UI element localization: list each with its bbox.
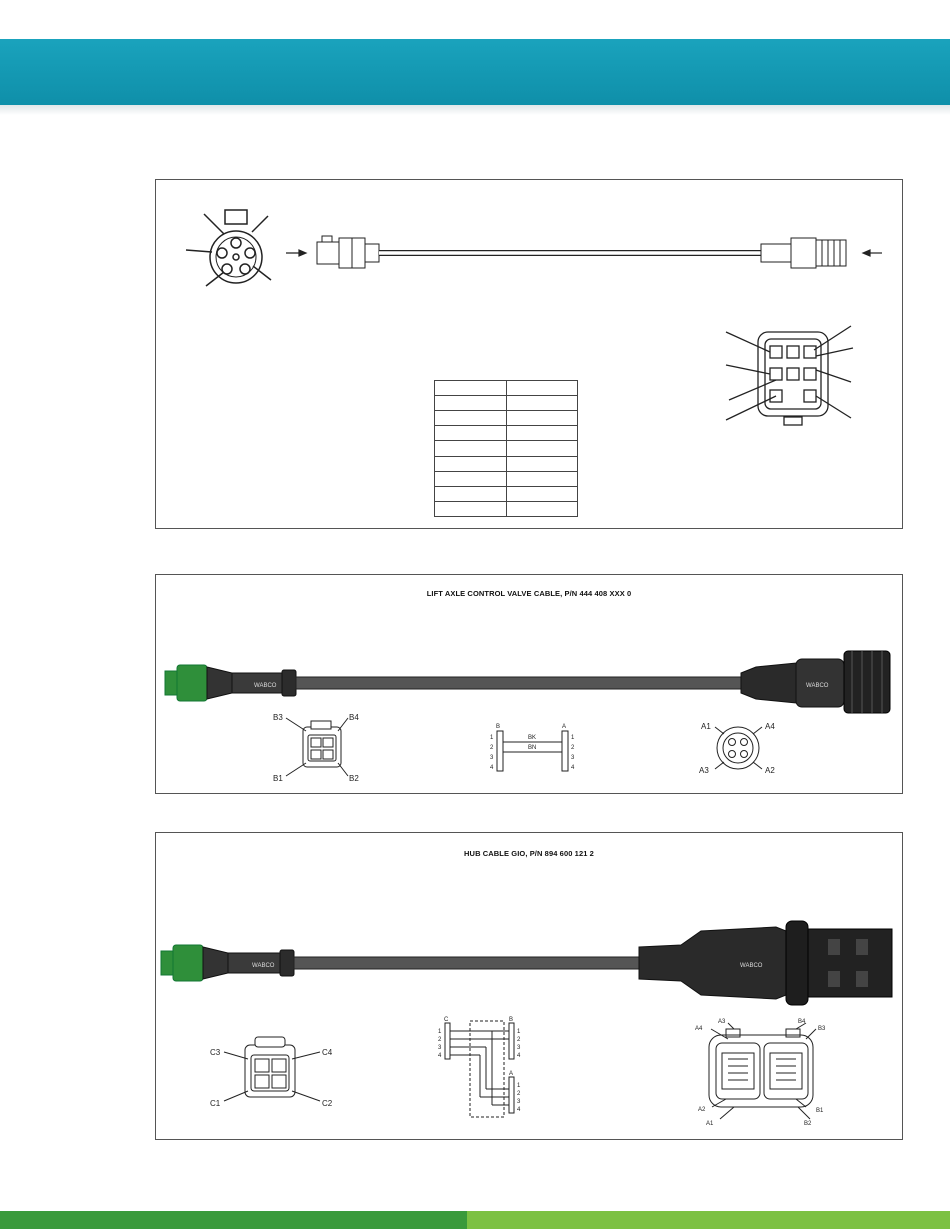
- panel-hub-cable: [155, 832, 903, 1140]
- panel-lift-axle-cable: [155, 574, 903, 794]
- c-connector-face: [224, 1037, 320, 1101]
- footer-bar-right: [467, 1211, 950, 1229]
- pin-left-1: 1: [490, 735, 494, 741]
- hub-cable-svg: [156, 833, 904, 1141]
- label-hub-b4: B4: [798, 1019, 806, 1025]
- pin-left-4: 4: [490, 765, 494, 771]
- label-hub-b3: B3: [818, 1026, 826, 1032]
- label-hub-b2: B2: [804, 1121, 812, 1127]
- lift-axle-cable-line: [296, 677, 741, 689]
- hub-schematic-header-a: A: [509, 1071, 514, 1077]
- label-hub-a2: A2: [698, 1107, 706, 1113]
- a-connector-face: [715, 727, 762, 769]
- green-connector-left-hub: [161, 945, 294, 981]
- pin-right-3: 3: [571, 755, 575, 761]
- pin-right-1: 1: [571, 735, 575, 741]
- hub-pin-c-1: 1: [438, 1029, 442, 1035]
- schematic-header-b: B: [496, 724, 501, 730]
- hub-pin-b-4: 4: [517, 1053, 521, 1059]
- label-a1: A1: [701, 722, 711, 731]
- hub-brand-label-right: WABCO: [740, 963, 763, 969]
- hub-pin-b-1: 1: [517, 1029, 521, 1035]
- header-shadow: [0, 105, 950, 115]
- label-a3: A3: [699, 766, 709, 775]
- arrow-right: [863, 250, 882, 256]
- hub-schematic-header-c: C: [444, 1017, 449, 1023]
- arrow-left: [286, 250, 306, 256]
- hub-schematic: [445, 1021, 514, 1117]
- hub-schematic-header-b: B: [509, 1017, 514, 1023]
- label-b3: B3: [273, 713, 283, 722]
- wire-bk: BK: [528, 735, 537, 741]
- hub-pin-b-2: 2: [517, 1037, 521, 1043]
- plug-right: [761, 238, 846, 268]
- square-connector-face: [726, 326, 853, 425]
- brand-label-left: WABCO: [254, 683, 277, 689]
- label-hub-a3: A3: [718, 1019, 726, 1025]
- hub-pin-b-3: 3: [517, 1045, 521, 1051]
- hub-pin-a-3: 3: [517, 1099, 521, 1105]
- label-c1: C1: [210, 1099, 221, 1108]
- pin-right-4: 4: [571, 765, 575, 771]
- b-connector-face: [286, 718, 348, 776]
- hub-pin-c-2: 2: [438, 1037, 442, 1043]
- pin-left-3: 3: [490, 755, 494, 761]
- hub-pin-c-4: 4: [438, 1053, 442, 1059]
- label-hub-a4: A4: [695, 1026, 703, 1032]
- header-banner: [0, 39, 950, 105]
- panel-cable-drawing-1: [155, 179, 903, 529]
- label-c4: C4: [322, 1048, 333, 1057]
- hub-pin-c-3: 3: [438, 1045, 442, 1051]
- hub-pin-a-2: 2: [517, 1091, 521, 1097]
- schematic-header-a: A: [562, 724, 567, 730]
- lift-axle-svg: [156, 575, 904, 795]
- label-b2: B2: [349, 774, 359, 783]
- label-hub-a1: A1: [706, 1121, 714, 1127]
- label-b4: B4: [349, 713, 359, 722]
- label-a2: A2: [765, 766, 775, 775]
- hub-cable-line: [294, 957, 639, 969]
- pin-assignment-table: [434, 380, 578, 517]
- label-b1: B1: [273, 774, 283, 783]
- dual-connector-face: [709, 1023, 816, 1119]
- lift-axle-title: LIFT AXLE CONTROL VALVE CABLE, P/N 444 408 XXX 0: [426, 589, 632, 598]
- plug-left: [317, 236, 379, 268]
- label-a4: A4: [765, 722, 775, 731]
- footer-bar-left: [0, 1211, 467, 1229]
- wire-bn: BN: [528, 745, 537, 751]
- label-c3: C3: [210, 1048, 221, 1057]
- green-connector-left: [165, 665, 296, 701]
- brand-label-right: WABCO: [806, 683, 829, 689]
- label-hub-b1: B1: [816, 1108, 824, 1114]
- pin-right-2: 2: [571, 745, 575, 751]
- hub-brand-label-left: WABCO: [252, 963, 275, 969]
- hub-connector-right: [639, 921, 892, 1005]
- hub-cable-title: HUB CABLE GIO, P/N 894 600 121 2: [464, 849, 594, 858]
- label-c2: C2: [322, 1099, 333, 1108]
- hub-pin-a-4: 4: [517, 1107, 521, 1113]
- pin-left-2: 2: [490, 745, 494, 751]
- round-connector-face: [186, 210, 271, 286]
- big-connector-right: [741, 651, 890, 713]
- hub-pin-a-1: 1: [517, 1083, 521, 1089]
